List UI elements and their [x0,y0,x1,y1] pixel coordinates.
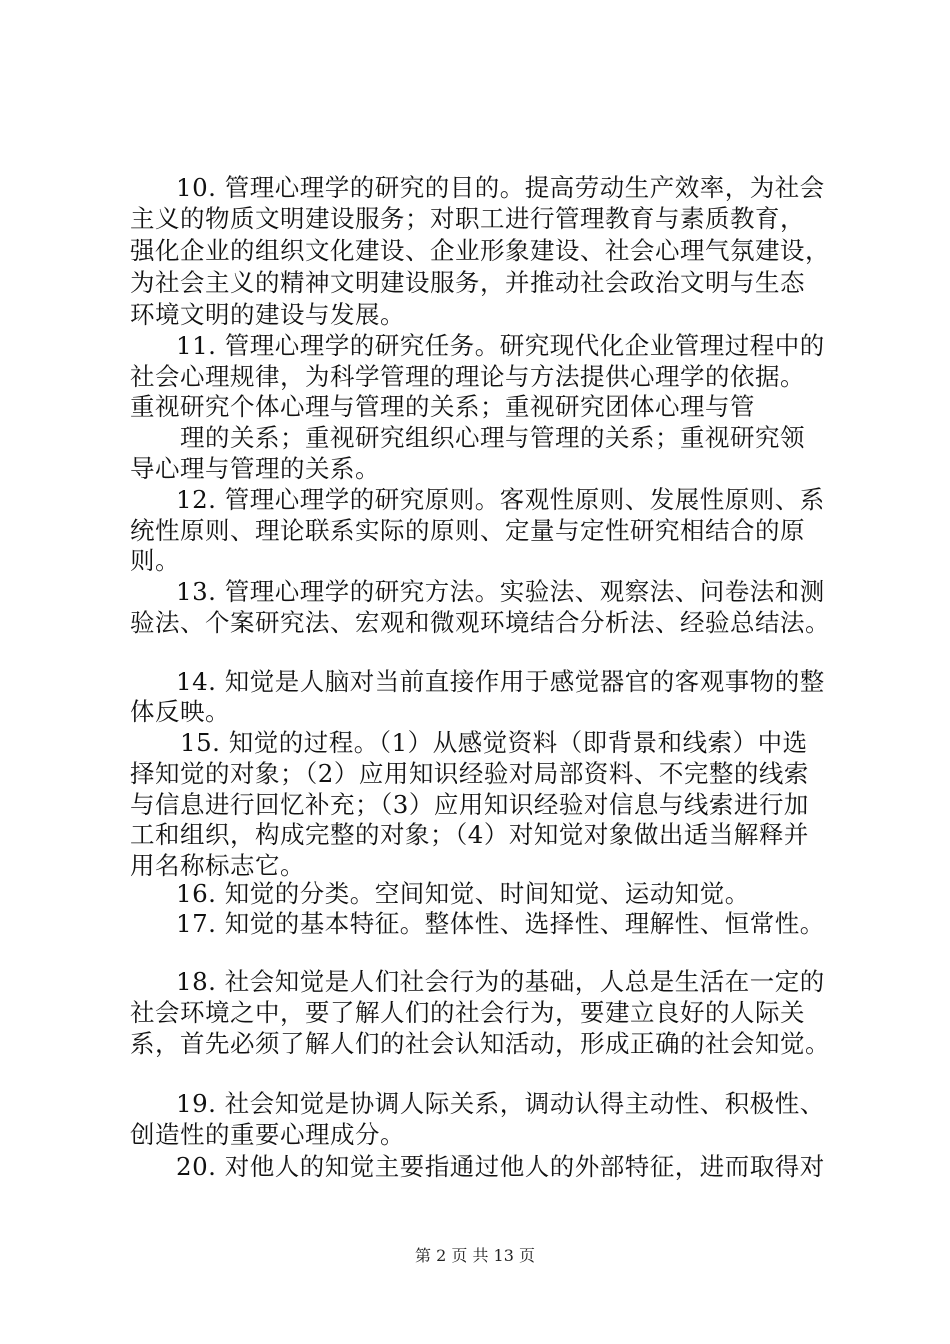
text-line: 导心理与管理的关系。 [130,454,380,483]
text-line: 17. 知觉的基本特征。整体性、选择性、理解性、恒常性。 [176,909,825,938]
text-line: 10. 管理心理学的研究的目的。提高劳动生产效率，为社会 [176,173,825,202]
text-line: 用名称标志它。 [130,851,305,880]
text-line: 择知觉的对象；（2）应用知识经验对局部资料、不完整的线索 [130,759,809,788]
text-line: 重视研究个体心理与管理的关系；重视研究团体心理与管 [130,392,755,421]
text-line: 理的关系；重视研究组织心理与管理的关系；重视研究领 [180,423,805,452]
text-line: 创造性的重要心理成分。 [130,1120,405,1149]
text-line: 社会环境之中，要了解人们的社会行为，要建立良好的人际关 [130,998,805,1027]
text-line: 为社会主义的精神文明建设服务，并推动社会政治文明与生态 [130,268,805,297]
text-line: 与信息进行回忆补充；（3）应用知识经验对信息与线索进行加 [130,790,809,819]
text-line: 环境文明的建设与发展。 [130,300,405,329]
text-line: 12. 管理心理学的研究原则。客观性原则、发展性原则、系 [176,485,825,514]
text-line: 14. 知觉是人脑对当前直接作用于感觉器官的客观事物的整 [176,667,825,696]
text-line: 强化企业的组织文化建设、企业形象建设、社会心理气氛建设， [130,236,830,265]
text-line: 体反映。 [130,697,230,726]
text-line: 社会心理规律，为科学管理的理论与方法提供心理学的依据。 [130,362,805,391]
text-line: 统性原则、理论联系实际的原则、定量与定性研究相结合的原 [130,516,805,545]
text-line: 则。 [130,546,180,575]
text-line: 系，首先必须了解人们的社会认知活动，形成正确的社会知觉。 [130,1029,830,1058]
text-line: 13. 管理心理学的研究方法。实验法、观察法、问卷法和测 [176,577,825,606]
text-line: 16. 知觉的分类。空间知觉、时间知觉、运动知觉。 [176,879,750,908]
page-footer: 第 2 页 共 13 页 [415,1246,535,1265]
text-line: 验法、个案研究法、宏观和微观环境结合分析法、经验总结法。 [130,608,830,637]
text-line: 主义的物质文明建设服务；对职工进行管理教育与素质教育， [130,204,805,233]
text-line: 工和组织，构成完整的对象；（4）对知觉对象做出适当解释并 [130,820,809,849]
text-line: 20. 对他人的知觉主要指通过他人的外部特征，进而取得对 [176,1152,825,1181]
text-line: 19. 社会知觉是协调人际关系，调动认得主动性、积极性、 [176,1089,825,1118]
text-line: 11. 管理心理学的研究任务。研究现代化企业管理过程中的 [176,331,825,360]
text-line: 15. 知觉的过程。（1）从感觉资料（即背景和线索）中选 [180,728,808,757]
text-line: 18. 社会知觉是人们社会行为的基础，人总是生活在一定的 [176,967,825,996]
